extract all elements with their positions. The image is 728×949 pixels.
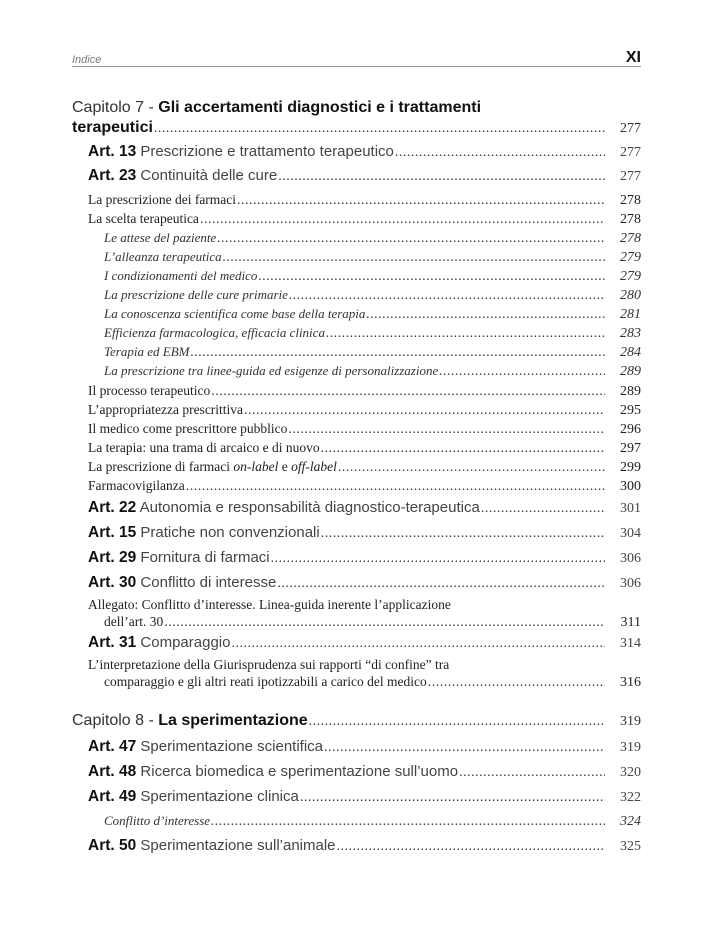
section-title: Farmacovigilanza xyxy=(88,478,185,493)
toc-entry-allegato[interactable] xyxy=(72,614,641,634)
toc-entry-scelta-terapeutica[interactable] xyxy=(72,211,641,230)
article-number: Art. 29 xyxy=(88,549,137,566)
toc-entry-art-50[interactable] xyxy=(72,837,641,862)
page-number: 320 xyxy=(620,765,641,780)
leader-dots xyxy=(186,479,605,495)
page-number: 278 xyxy=(620,212,641,227)
leader-dots xyxy=(300,790,605,806)
page-number: 304 xyxy=(620,526,641,541)
leader-dots xyxy=(217,231,605,247)
leader-dots xyxy=(321,526,605,542)
page-number: 306 xyxy=(620,576,641,591)
page-number: 278 xyxy=(620,193,641,208)
toc-subentry[interactable] xyxy=(72,249,641,268)
page-number: 289 xyxy=(620,384,641,399)
chapter-7-entry[interactable] xyxy=(72,119,641,143)
running-head-page-number: XI xyxy=(625,49,641,66)
leader-dots xyxy=(428,675,605,691)
toc-entry-prescrizione-farmaci[interactable] xyxy=(72,192,641,211)
chapter-7-heading[interactable] xyxy=(72,96,641,119)
page-number: 297 xyxy=(620,441,641,456)
toc-entry-giurisprudenza[interactable] xyxy=(72,674,641,696)
page-number: 299 xyxy=(620,460,641,475)
subsection-title: Conflitto d’interesse xyxy=(104,813,211,828)
toc-subentry[interactable] xyxy=(72,344,641,363)
article-title: Autonomia e responsabilità diagnostico-terapeutica xyxy=(139,499,480,516)
running-head xyxy=(72,48,641,68)
chapter-7-prefix: Capitolo 7 - xyxy=(72,99,159,116)
article-title: Comparaggio xyxy=(140,634,231,651)
page-number: 277 xyxy=(620,145,641,160)
spacer xyxy=(72,696,641,712)
toc-entry[interactable] xyxy=(72,383,641,402)
leader-dots xyxy=(326,326,605,342)
article-number: Art. 15 xyxy=(88,524,137,541)
section-title-continued: comparaggio e gli altri reati ipotizzabili a carico del medico xyxy=(104,674,427,689)
leader-dots xyxy=(278,169,605,185)
page-number: 306 xyxy=(620,551,641,566)
page-number: 277 xyxy=(620,169,641,184)
table-of-contents xyxy=(72,96,641,862)
toc-subentry[interactable] xyxy=(72,363,641,383)
leader-dots xyxy=(154,121,605,137)
page-number: 295 xyxy=(620,403,641,418)
subsection-title: Efficienza farmacologica, efficacia clinica xyxy=(104,325,325,340)
page-number: 278 xyxy=(620,231,641,246)
header-rule xyxy=(72,66,641,67)
toc-subentry[interactable] xyxy=(72,306,641,325)
section-title: Il medico come prescrittore pubblico xyxy=(88,421,288,436)
toc-entry-art-48[interactable] xyxy=(72,763,641,788)
toc-entry-art-22[interactable] xyxy=(72,499,641,524)
leader-dots xyxy=(439,364,605,380)
toc-entry-art-13[interactable] xyxy=(72,143,641,167)
article-number: Art. 22 xyxy=(88,499,137,516)
chapter-8-page: 319 xyxy=(620,714,641,729)
article-number: Art. 48 xyxy=(88,763,137,780)
toc-entry-on-off-label[interactable] xyxy=(72,459,641,478)
off-label-term: off-label xyxy=(291,459,337,474)
toc-entry-art-29[interactable] xyxy=(72,549,641,574)
page-number: 279 xyxy=(620,250,641,265)
page-number: 319 xyxy=(620,740,641,755)
toc-entry[interactable] xyxy=(72,421,641,440)
toc-entry-giurisprudenza-line1[interactable]: L’interpretazione della Giurisprudenza sui rapporti “di confine” tra xyxy=(88,657,450,672)
leader-dots xyxy=(395,145,605,161)
section-title-continued: dell’art. 30 xyxy=(104,614,164,629)
leader-dots xyxy=(164,615,605,631)
subsection-title: La conoscenza scientifica come base della terapia xyxy=(104,306,366,321)
toc-subentry[interactable] xyxy=(72,230,641,249)
page-number: 300 xyxy=(620,479,641,494)
toc-entry-art-15[interactable] xyxy=(72,524,641,549)
leader-dots xyxy=(237,193,605,209)
article-number: Art. 31 xyxy=(88,634,137,651)
page-number: 325 xyxy=(620,839,641,854)
article-title: Sperimentazione sull’animale xyxy=(140,837,336,854)
running-head-section: Indice xyxy=(72,54,102,66)
leader-dots xyxy=(258,269,605,285)
on-label-term: on-label xyxy=(233,459,279,474)
page-number: 322 xyxy=(620,790,641,805)
leader-dots xyxy=(211,814,605,830)
article-title: Ricerca biomedica e sperimentazione sull’uomo xyxy=(140,763,459,780)
subsection-title: I condizionamenti del medico xyxy=(104,268,258,283)
chapter-7-title-line1: Gli accertamenti diagnostici e i trattamenti xyxy=(158,99,482,116)
chapter-7-title-line2: terapeutici xyxy=(72,119,153,136)
page-number: 301 xyxy=(620,501,641,516)
article-title: Conflitto di interesse xyxy=(140,574,277,591)
leader-dots xyxy=(277,576,605,592)
article-number: Art. 13 xyxy=(88,143,137,160)
section-title: L’appropriatezza prescrittiva xyxy=(88,402,244,417)
article-title: Pratiche non convenzionali xyxy=(140,524,320,541)
article-number: Art. 49 xyxy=(88,788,137,805)
leader-dots xyxy=(244,403,605,419)
toc-entry-art-47[interactable] xyxy=(72,738,641,763)
leader-dots xyxy=(200,212,605,228)
page-number: 289 xyxy=(620,364,641,379)
article-number: Art. 30 xyxy=(88,574,137,591)
page-number: 311 xyxy=(620,615,641,630)
toc-entry[interactable] xyxy=(72,440,641,459)
page-number: 316 xyxy=(620,675,641,690)
chapter-8-title: La sperimentazione xyxy=(158,712,308,729)
article-title: Sperimentazione scientifica xyxy=(140,738,324,755)
article-number: Art. 50 xyxy=(88,837,137,854)
leader-dots xyxy=(231,636,605,652)
toc-subentry[interactable] xyxy=(72,268,641,287)
subsection-title: Le attese del paziente xyxy=(104,230,217,245)
toc-entry-art-31[interactable] xyxy=(72,634,641,655)
page-number: 280 xyxy=(620,288,641,303)
page-number: 324 xyxy=(620,814,641,829)
subsection-title: L’alleanza terapeutica xyxy=(104,249,222,264)
article-title: Prescrizione e trattamento terapeutico xyxy=(140,143,394,160)
section-title: La prescrizione dei farmaci xyxy=(88,192,237,207)
chapter-8-prefix: Capitolo 8 - xyxy=(72,712,159,729)
leader-dots xyxy=(211,384,605,400)
leader-dots xyxy=(481,501,605,517)
chapter-7-page: 277 xyxy=(620,121,641,136)
toc-subentry[interactable] xyxy=(72,287,641,306)
leader-dots xyxy=(309,714,605,730)
leader-dots xyxy=(288,422,605,438)
leader-dots xyxy=(459,765,605,781)
toc-entry-farmacovigilanza[interactable] xyxy=(72,478,641,499)
toc-entry[interactable] xyxy=(72,402,641,421)
section-title: La scelta terapeutica xyxy=(88,211,199,226)
page-number: 296 xyxy=(620,422,641,437)
leader-dots xyxy=(337,839,605,855)
leader-dots xyxy=(289,288,605,304)
toc-entry-allegato-line1[interactable]: Allegato: Conflitto d’interesse. Linea-guida inerente l’applicazione xyxy=(88,597,451,612)
leader-dots xyxy=(366,307,605,323)
leader-dots xyxy=(223,250,605,266)
chapter-8-entry[interactable] xyxy=(72,712,641,738)
section-title-pre: La prescrizione di farmaci xyxy=(88,459,234,474)
subsection-title: La prescrizione delle cure primarie xyxy=(104,287,288,302)
page-number: 283 xyxy=(620,326,641,341)
toc-entry-conflitto-interesse[interactable] xyxy=(72,813,641,837)
article-title: Continuità delle cure xyxy=(140,167,278,184)
toc-entry-art-23[interactable] xyxy=(72,167,641,192)
toc-subentry[interactable] xyxy=(72,325,641,344)
toc-entry-art-49[interactable] xyxy=(72,788,641,813)
section-title: La terapia: una trama di arcaico e di nuovo xyxy=(88,440,320,455)
toc-entry-art-30[interactable] xyxy=(72,574,641,595)
page-number: 314 xyxy=(620,636,641,651)
leader-dots xyxy=(271,551,605,567)
toc-page xyxy=(72,0,641,949)
section-title-mid: e xyxy=(278,459,292,474)
page-number: 284 xyxy=(620,345,641,360)
article-title: Fornitura di farmaci xyxy=(140,549,270,566)
subsection-title: Terapia ed EBM xyxy=(104,344,190,359)
subsection-title: La prescrizione tra linee-guida ed esigenze di personalizzazione xyxy=(104,363,439,378)
leader-dots xyxy=(321,441,605,457)
leader-dots xyxy=(338,460,605,476)
article-number: Art. 23 xyxy=(88,167,137,184)
leader-dots xyxy=(324,740,605,756)
page-number: 281 xyxy=(620,307,641,322)
article-title: Sperimentazione clinica xyxy=(140,788,299,805)
section-title: Il processo terapeutico xyxy=(88,383,211,398)
page-number: 279 xyxy=(620,269,641,284)
article-number: Art. 47 xyxy=(88,738,137,755)
leader-dots xyxy=(190,345,605,361)
